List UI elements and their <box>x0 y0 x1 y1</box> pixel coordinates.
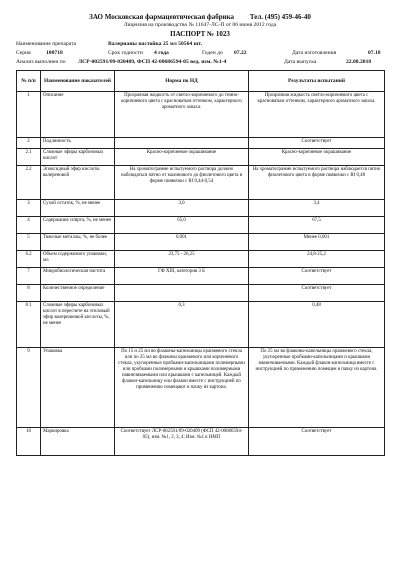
table-row <box>17 200 385 217</box>
row-norm: 0,001 <box>115 234 249 251</box>
row-num: 8.1 <box>17 302 41 348</box>
row-name: Сложные эфиры карбоновых кислот <box>41 149 115 166</box>
col-num-header: № п/п <box>17 71 41 92</box>
table-row <box>17 268 385 285</box>
row-num: 9 <box>17 348 41 428</box>
table-row <box>17 234 385 251</box>
table-row <box>17 285 385 302</box>
expiry-value: 4 года <box>154 50 169 56</box>
analysis-line <box>16 59 384 67</box>
table-row <box>17 166 385 200</box>
row-num: 7 <box>17 268 41 285</box>
row-name: Тяжелые металлы, %, не более <box>41 234 115 251</box>
row-result: По 25 мл во флаконы-капельницы оранжевого стекла, укупоренные пробками-капельницами и крышками навинчиваемыми. Каждый флакон-капельница вместе с инструкцией по применению помещен в пачку из картона. <box>249 348 385 428</box>
series-label: Серия <box>16 50 31 56</box>
row-norm: 65,0 <box>115 217 249 234</box>
table-row <box>17 428 385 456</box>
row-num: 1 <box>17 92 41 138</box>
expiry-label: Срок годности <box>108 50 143 56</box>
row-norm: На хроматограмме испытуемого раствора должно наблюдаться пятно от малинового до фиолетового цвета в форме пиявочки с Rf 0,44-0,54 <box>115 166 249 200</box>
row-result: 24,8-25,2 <box>249 251 385 268</box>
row-num: 3 <box>17 200 41 217</box>
company-name: ЗАО Московская фармацевтическая фабрика <box>89 13 235 21</box>
product-name-label: Наименование препарата <box>16 41 77 47</box>
row-result: Соответствует <box>249 268 385 285</box>
row-result: 3,4 <box>249 200 385 217</box>
row-name: Сложные эфиры карбоновых кислот в пересчете на этиловый эфир валериановой кислоты, %, не менее <box>41 302 115 348</box>
row-name: Содержание спирта, %, не менее <box>41 217 115 234</box>
valid-until-label: Годен до <box>202 50 223 56</box>
table-row <box>17 149 385 166</box>
row-name: Описание <box>41 92 115 138</box>
row-result: Менее 0,001 <box>249 234 385 251</box>
table-row <box>17 138 385 149</box>
manufacture-date-value: 07.18 <box>368 50 381 56</box>
manufacture-date-label: Дата изготовления <box>292 50 337 56</box>
series-line <box>16 50 384 58</box>
row-result: Соответствует <box>249 285 385 302</box>
series-value: 100718 <box>46 50 63 56</box>
row-norm: ГФ XIII, категория 3 Б <box>115 268 249 285</box>
row-name: Маркировка <box>41 428 115 456</box>
issue-date-value: 22.08.2018 <box>346 59 372 65</box>
row-norm: Красно-коричневое окрашивание <box>115 149 249 166</box>
row-norm <box>115 285 249 302</box>
row-result: На хроматограмме испытуемого раствора наблюдается пятно фиолетового цвета в форме пиявочки с Rf 0,48 <box>249 166 385 200</box>
table-row <box>17 251 385 268</box>
table-header-row <box>17 71 385 92</box>
row-num: 10 <box>17 428 41 456</box>
row-num: 5 <box>17 234 41 251</box>
row-name: Подлинность <box>41 138 115 149</box>
col-norm-header: Норма по НД <box>115 71 249 92</box>
row-num: 8 <box>17 285 41 302</box>
row-result: 67,5 <box>249 217 385 234</box>
table-row <box>17 302 385 348</box>
row-norm: По 15 и 25 мл во флаконы-капельницы оранжевого стекла или по 25 мл во флаконы оранжевого или коричневого стекла, укупоренные пробками-капельницами полимерными или пробками полимерными и крышками полимерными навинчиваемыми или крышками с капельницей. Каждый флакон-капельницу или флакон вместе с инструкцией по применению помещают в пачку из картона. <box>115 348 249 428</box>
company-phone: Тел. (495) 459-46-40 <box>249 13 311 21</box>
row-name: Количественное определение <box>41 285 115 302</box>
row-norm: Прозрачная жидкость от светло-коричневого до темно-коричневого цвета с красноватым оттенком, характерного ароматного запаха. <box>115 92 249 138</box>
analysis-value: ЛСР-002591/09-020409, ФСП 42-00686594-05 вед. изм. №1-4 <box>78 59 227 65</box>
row-num: 6.2 <box>17 251 41 268</box>
col-name-header: Наименование показателей <box>41 71 115 92</box>
col-result-header: Результаты испытаний <box>249 71 385 92</box>
test-results-table <box>16 70 385 456</box>
issue-date-label: Дата выпуска <box>284 59 317 65</box>
product-name-value: Валерианы настойка 25 мл 50564 шт. <box>108 41 203 47</box>
row-name: Сухой остаток, %, не менее <box>41 200 115 217</box>
row-num: 4 <box>17 217 41 234</box>
row-norm: 23,75 - 26,25 <box>115 251 249 268</box>
table-row <box>17 217 385 234</box>
row-name: Упаковка <box>41 348 115 428</box>
valid-until-value: 07.22 <box>234 50 247 56</box>
row-result: Соответствует <box>249 428 385 456</box>
row-name: Микробиологическая чистота <box>41 268 115 285</box>
row-name: Объем содержимого упаковки, мл <box>41 251 115 268</box>
table-row <box>17 348 385 428</box>
row-norm <box>115 138 249 149</box>
passport-title: ПАСПОРТ № 1023 <box>170 30 230 38</box>
row-norm: 0,3 <box>115 302 249 348</box>
row-result: Соответствует <box>249 138 385 149</box>
product-name-line <box>16 41 384 49</box>
row-result: 0,48 <box>249 302 385 348</box>
row-result: Красно-коричневое окрашивание <box>249 149 385 166</box>
row-norm: Соответствует ЛСР-002591/09-020409 (ФСП 42-00686594-05), изм. №1, 2, 3, 4; Изм. №1 к НМП <box>115 428 249 456</box>
row-num: 2.1 <box>17 149 41 166</box>
row-num: 2.2 <box>17 166 41 200</box>
row-result: Прозрачная жидкость светло-коричневого цвета с красноватым оттенком, характерного ароматного запаха. <box>249 92 385 138</box>
row-name: Эпоксидный эфир кислоты валереновой <box>41 166 115 200</box>
row-num: 2 <box>17 138 41 149</box>
table-row <box>17 92 385 138</box>
license-line: Лицензия на производство № 11647-ЛС-П от 06 июня 2012 года <box>123 22 277 28</box>
row-norm: 3,0 <box>115 200 249 217</box>
analysis-label: Анализ выполнен по <box>16 59 66 65</box>
company-line <box>0 13 400 21</box>
